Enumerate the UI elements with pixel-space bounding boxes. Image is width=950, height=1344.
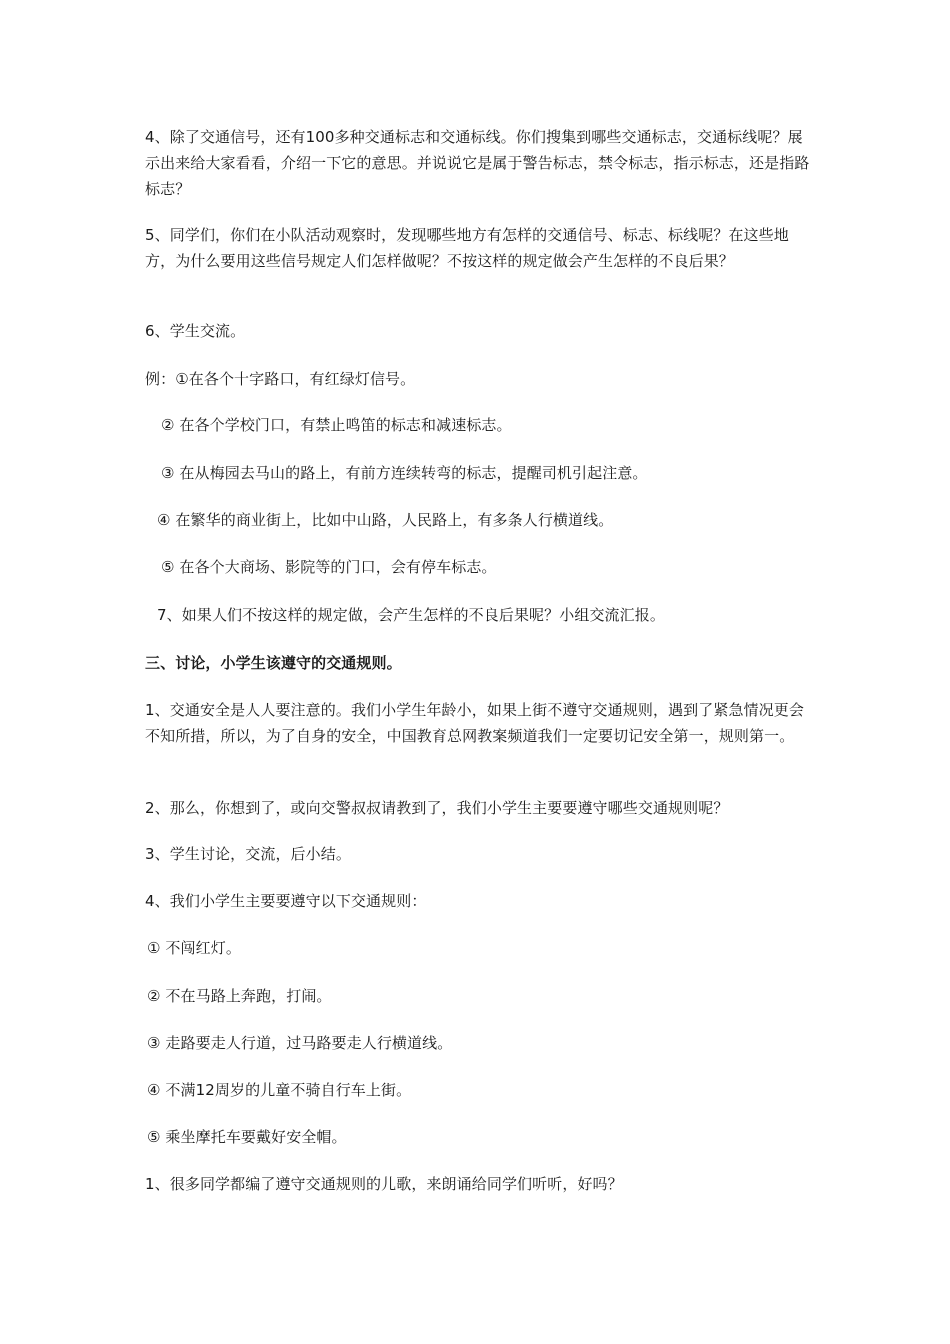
- rule-item-3: ③ 走路要走人行道，过马路要走人行横道线。: [147, 1034, 453, 1052]
- paragraph-example-4: ④ 在繁华的商业街上，比如中山路，人民路上，有多条人行横道线。: [157, 511, 614, 529]
- paragraph-item-4-signs: 4、除了交通信号，还有100多种交通标志和交通标线。你们搜集到哪些交通标志，交通标线呢？展示出来给大家看看，介绍一下它的意思。并说说它是属于警告标志，禁令标志，指示标志，还是指路标志？: [145, 128, 810, 198]
- paragraph-example-2: ② 在各个学校门口，有禁止鸣笛的标志和减速标志。: [161, 416, 512, 434]
- rule-item-1: ① 不闯红灯。: [147, 939, 241, 957]
- section-heading-3: 三、讨论，小学生该遵守的交通规则。: [145, 654, 402, 672]
- rule-item-4: ④ 不满12周岁的儿童不骑自行车上街。: [147, 1081, 412, 1099]
- paragraph-item-7-consequences: 7、如果人们不按这样的规定做，会产生怎样的不良后果呢？小组交流汇报。: [157, 606, 665, 624]
- paragraph-item-6-exchange: 6、学生交流。: [145, 322, 246, 340]
- paragraph-example-3: ③ 在从梅园去马山的路上，有前方连续转弯的标志，提醒司机引起注意。: [161, 464, 648, 482]
- paragraph-children-song: 1、很多同学都编了遵守交通规则的儿歌，来朗诵给同学们听听，好吗？: [145, 1175, 623, 1193]
- paragraph-rule-2: 2、那么，你想到了，或向交警叔叔请教到了，我们小学生主要要遵守哪些交通规则呢？: [145, 799, 729, 817]
- paragraph-example-5: ⑤ 在各个大商场、影院等的门口，会有停车标志。: [161, 558, 497, 576]
- paragraph-rule-4: 4、我们小学生主要要遵守以下交通规则：: [145, 892, 427, 910]
- rule-item-5: ⑤ 乘坐摩托车要戴好安全帽。: [147, 1128, 347, 1146]
- paragraph-example-1: 例：①在各个十字路口，有红绿灯信号。: [145, 370, 416, 388]
- paragraph-rule-1: 1、交通安全是人人要注意的。我们小学生年龄小，如果上街不遵守交通规则，遇到了紧急情况更会不知所措，所以，为了自身的安全，中国教育总网教案频道我们一定要切记安全第一，规则第一。: [145, 701, 804, 745]
- paragraph-item-5-observation: 5、同学们，你们在小队活动观察时，发现哪些地方有怎样的交通信号、标志、标线呢？在这些地方，为什么要用这些信号规定人们怎样做呢？不按这样的规定做会产生怎样的不良后果？: [145, 226, 789, 270]
- rule-item-2: ② 不在马路上奔跑，打闹。: [147, 987, 332, 1005]
- paragraph-rule-3: 3、学生讨论，交流，后小结。: [145, 845, 351, 863]
